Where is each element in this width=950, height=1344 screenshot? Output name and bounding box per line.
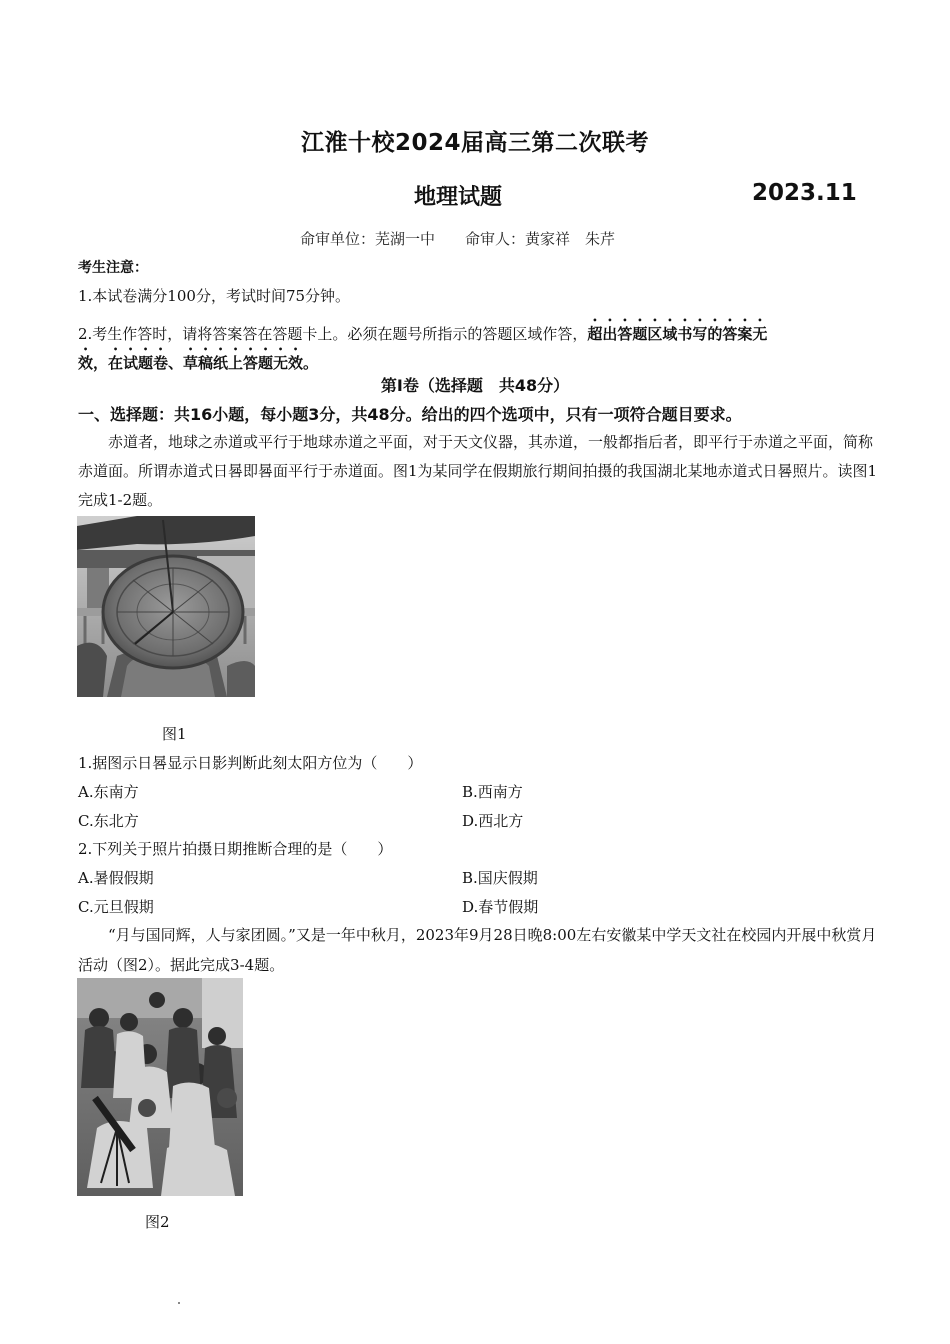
author-reviewers: 命审人：黄家祥 朱芹 [465, 230, 616, 248]
notice-item-2-emphasis-cont: 效，在试题卷、草稿纸上答题无效。 [78, 354, 319, 372]
subject-title: 地理试题 [414, 185, 503, 210]
exam-date: 2023.11 [752, 180, 857, 206]
figure-2-caption: 图2 [145, 1213, 170, 1231]
question-2-stem: 2.下列关于照片拍摄日期推断合理的是（ ） [78, 840, 393, 858]
question-1-stem: 1.据图示日晷显示日影判断此刻太阳方位为（ ） [78, 754, 423, 772]
notice-item-2-emphasis: 超出答题区域书写的答案无 [587, 325, 768, 343]
notice-heading: 考生注意： [78, 260, 148, 276]
notice-item-2-text: 2.考生作答时，请将答案答在答题卡上。必须在题号所指示的答题区域作答， [78, 325, 588, 343]
exam-title: 江淮十校2024届高三第二次联考 [300, 130, 649, 156]
sundial-photo [77, 516, 255, 697]
question-1-option-a: A.东南方 [78, 783, 139, 801]
question-2-option-a: A.暑假假期 [78, 869, 154, 887]
question-2-option-b: B.国庆假期 [462, 869, 538, 887]
question-2-option-c: C.元旦假期 [78, 898, 154, 916]
question-1-option-b: B.西南方 [462, 783, 523, 801]
notice-item-1: 1.本试卷满分100分，考试时间75分钟。 [78, 287, 351, 305]
page-mark [178, 1302, 180, 1304]
question-type-heading: 一、选择题：共16小题，每小题3分，共48分。给出的四个选项中，只有一项符合题目要求。 [78, 405, 742, 424]
passage-2: “月与国同辉，人与家团圆。”又是一年中秋月，2023年9月28日晚8:00左右安徽某中学天文社在校园内开展中秋赏月活动（图2）。据此完成3-4题。 [78, 926, 877, 974]
question-1-option-d: D.西北方 [462, 812, 524, 830]
figure-1-caption: 图1 [162, 725, 187, 743]
author-unit: 命审单位：芜湖一中 [300, 230, 436, 248]
author-line [300, 228, 615, 249]
section-heading: 第Ⅰ卷（选择题 共48分） [380, 376, 570, 395]
question-1-option-c: C.东北方 [78, 812, 139, 830]
notice-item-2 [78, 316, 767, 344]
notice-item-2-cont [78, 345, 318, 373]
moon-viewing-photo [77, 978, 243, 1196]
passage-1: 赤道者，地球之赤道或平行于地球赤道之平面，对于天文仪器，其赤道，一般都指后者，即平行于赤道之平面，简称赤道面。所谓赤道式日晷即晷面平行于赤道面。图1为某同学在假期旅行期间拍摄的我国湖北某地赤道式日晷照片。读图1完成1-2题。 [78, 433, 878, 509]
question-2-option-d: D.春节假期 [462, 898, 539, 916]
